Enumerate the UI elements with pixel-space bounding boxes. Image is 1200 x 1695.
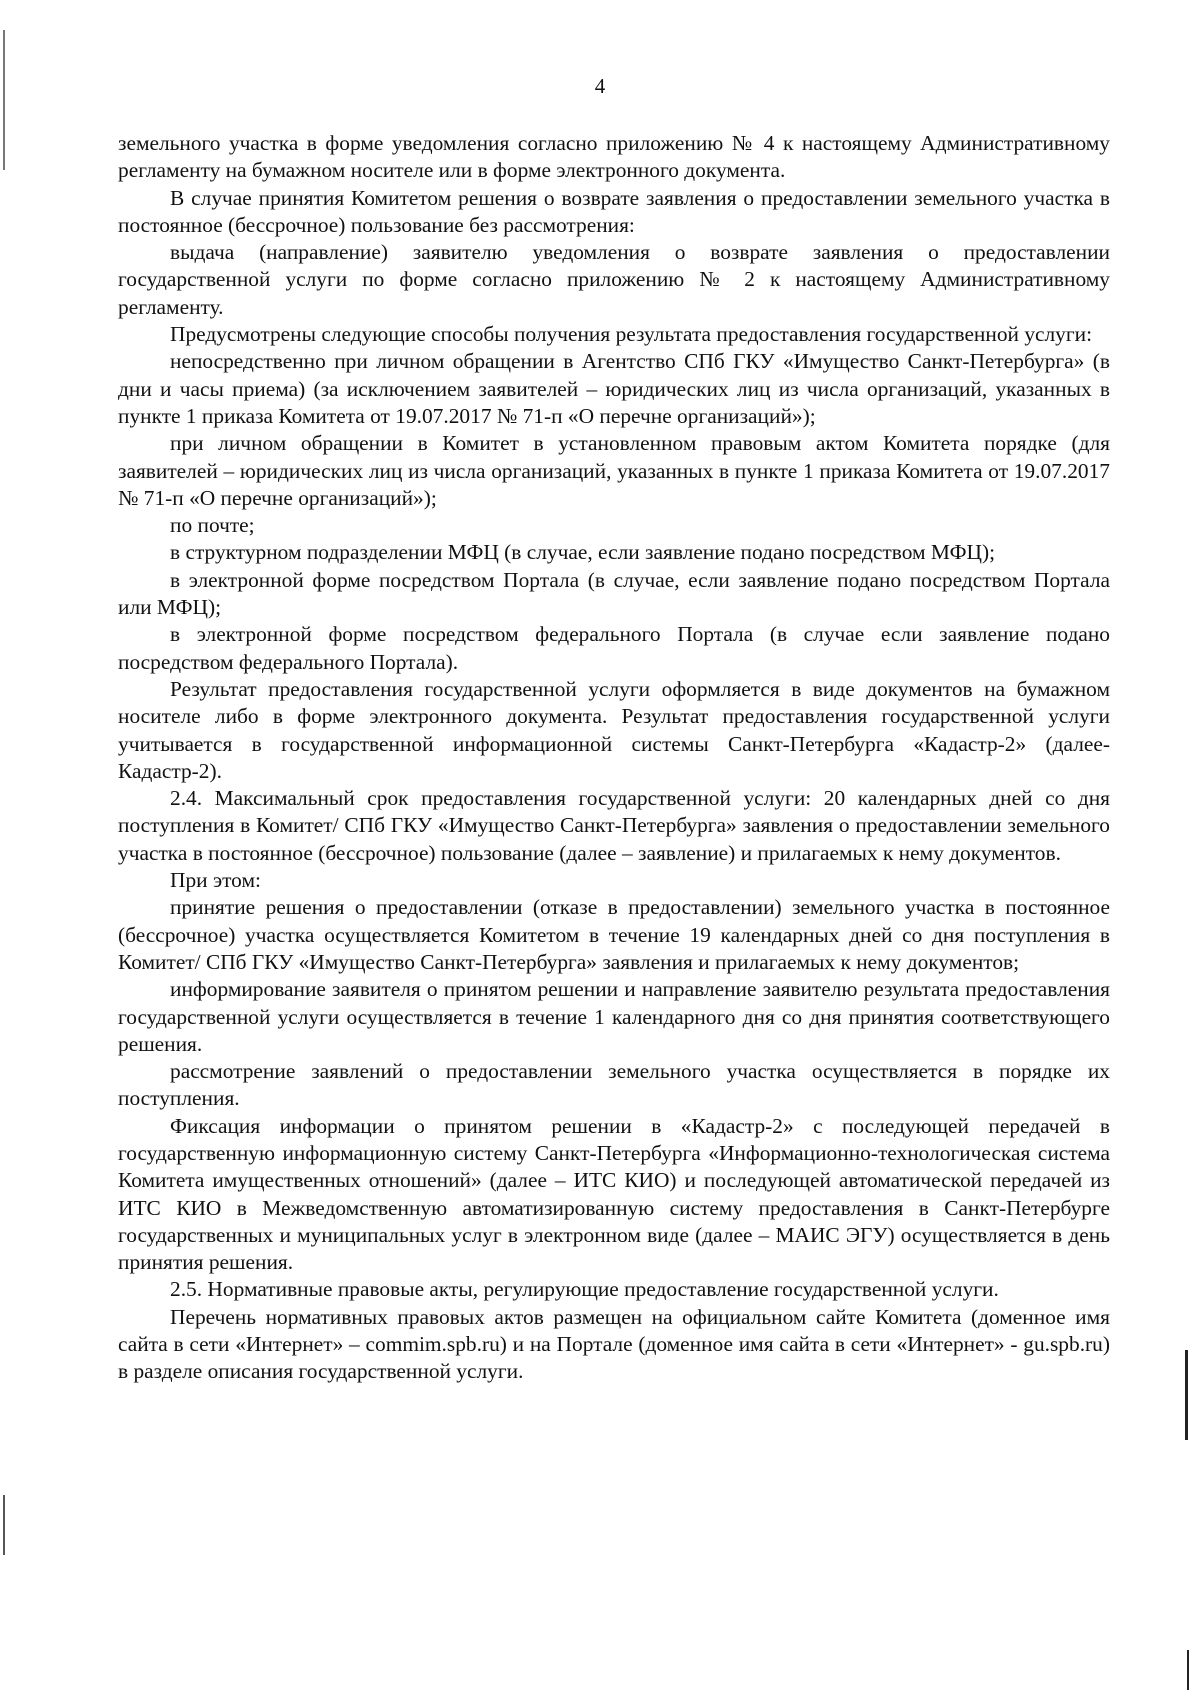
paragraph: по почте;	[170, 513, 255, 538]
paragraph: Фиксация информации о принятом решении в «Кадастр-2» с последующей передачей в государственную информационную систему Санкт-Петербурга «Информационно-технологическая система Комитета имущественных отношений» (далее – ИТС КИО) и последующей автоматической передачей из ИТС КИО в Межведомственную автоматизированную систему предоставления в Санкт-Петербурге государственных и муниципальных услуг в электронном виде (далее – МАИС ЭГУ) осуществляется в день принятия решения.	[118, 1113, 1110, 1275]
paragraph: Предусмотрены следующие способы получения результата предоставления государственной услуги:	[170, 322, 1093, 347]
scan-edge-mark-right-bottom	[1187, 1650, 1189, 1690]
paragraph: при личном обращении в Комитет в установленном правовым актом Комитета порядке (для заявителей – юридических лиц из числа организаций, указанных в пункте 1 приказа Комитета от 19.07.2017 № 71-п «О перечне организаций»);	[118, 431, 1110, 510]
section-paragraph-2-4: 2.4. Максимальный срок предоставления государственной услуги: 20 календарных дней со дня поступления в Комитет/ СПб ГКУ «Имущество Санкт-Петербурга» заявления о предоставлении земельного участка в постоянное (бессрочное) пользование (далее – заявление) и прилагаемых к нему документов.	[118, 786, 1110, 865]
paragraph: информирование заявителя о принятом решении и направление заявителю результата предоставления государственной услуги осуществляется в течение 1 календарного дня со дня принятия соответствующего решения.	[118, 977, 1110, 1056]
paragraph: рассмотрение заявлений о предоставлении земельного участка осуществляется в порядке их поступления.	[118, 1059, 1110, 1111]
scan-edge-mark-right-middle	[1185, 1350, 1188, 1440]
page-number: 4	[594, 74, 606, 98]
paragraph: В случае принятия Комитетом решения о возврате заявления о предоставлении земельного участка в постоянное (бессрочное) пользование без рассмотрения:	[118, 185, 1110, 237]
paragraph: При этом:	[170, 868, 261, 893]
paragraph: непосредственно при личном обращении в Агентство СПб ГКУ «Имущество Санкт-Петербурга» (в дни и часы приема) (за исключением заявителей – юридических лиц из числа организаций, указанных в пункте 1 приказа Комитета от 19.07.2017 № 71-п «О перечне организаций»);	[118, 349, 1110, 428]
paragraph: принятие решения о предоставлении (отказе в предоставлении) земельного участка в постоянное (бессрочное) участка осуществляется Комитетом в течение 19 календарных дней со дня поступления в Комитет/ СПб ГКУ «Имущество Санкт-Петербурга» заявления и прилагаемых к нему документов;	[118, 895, 1110, 974]
document-body	[118, 130, 1110, 1386]
scan-edge-mark-left-top	[3, 30, 5, 170]
paragraph: выдача (направление) заявителю уведомления о возврате заявления о предоставлении государственной услуги по форме согласно приложению № 2 к настоящему Административному регламенту.	[118, 240, 1110, 319]
paragraph: Результат предоставления государственной услуги оформляется в виде документов на бумажном носителе либо в форме электронного документа. Результат предоставления государственной услуги учитывается в государственной информационной системы Санкт-Петербурга «Кадастр-2» (далее- Кадастр-2).	[118, 676, 1110, 783]
paragraph: Перечень нормативных правовых актов размещен на официальном сайте Комитета (доменное имя сайта в сети «Интернет» – commim.spb.ru) и на Портале (доменное имя сайта в сети «Интернет» - gu.spb.ru) в разделе описания государственной услуги.	[118, 1304, 1110, 1384]
section-paragraph-2-5: 2.5. Нормативные правовые акты, регулирующие предоставление государственной услуги.	[170, 1277, 999, 1302]
paragraph: в электронной форме посредством Портала (в случае, если заявление подано посредством Портала или МФЦ);	[118, 567, 1110, 620]
scan-edge-mark-left-bottom	[3, 1495, 5, 1555]
paragraph-continuation: земельного участка в форме уведомления согласно приложению № 4 к настоящему Административному регламенту на бумажном носителе или в форме электронного документа.	[118, 131, 1110, 183]
paragraph: в структурном подразделении МФЦ (в случае, если заявление подано посредством МФЦ);	[170, 540, 996, 565]
paragraph: в электронной форме посредством федерального Портала (в случае если заявление подано посредством федерального Портала).	[118, 622, 1110, 674]
